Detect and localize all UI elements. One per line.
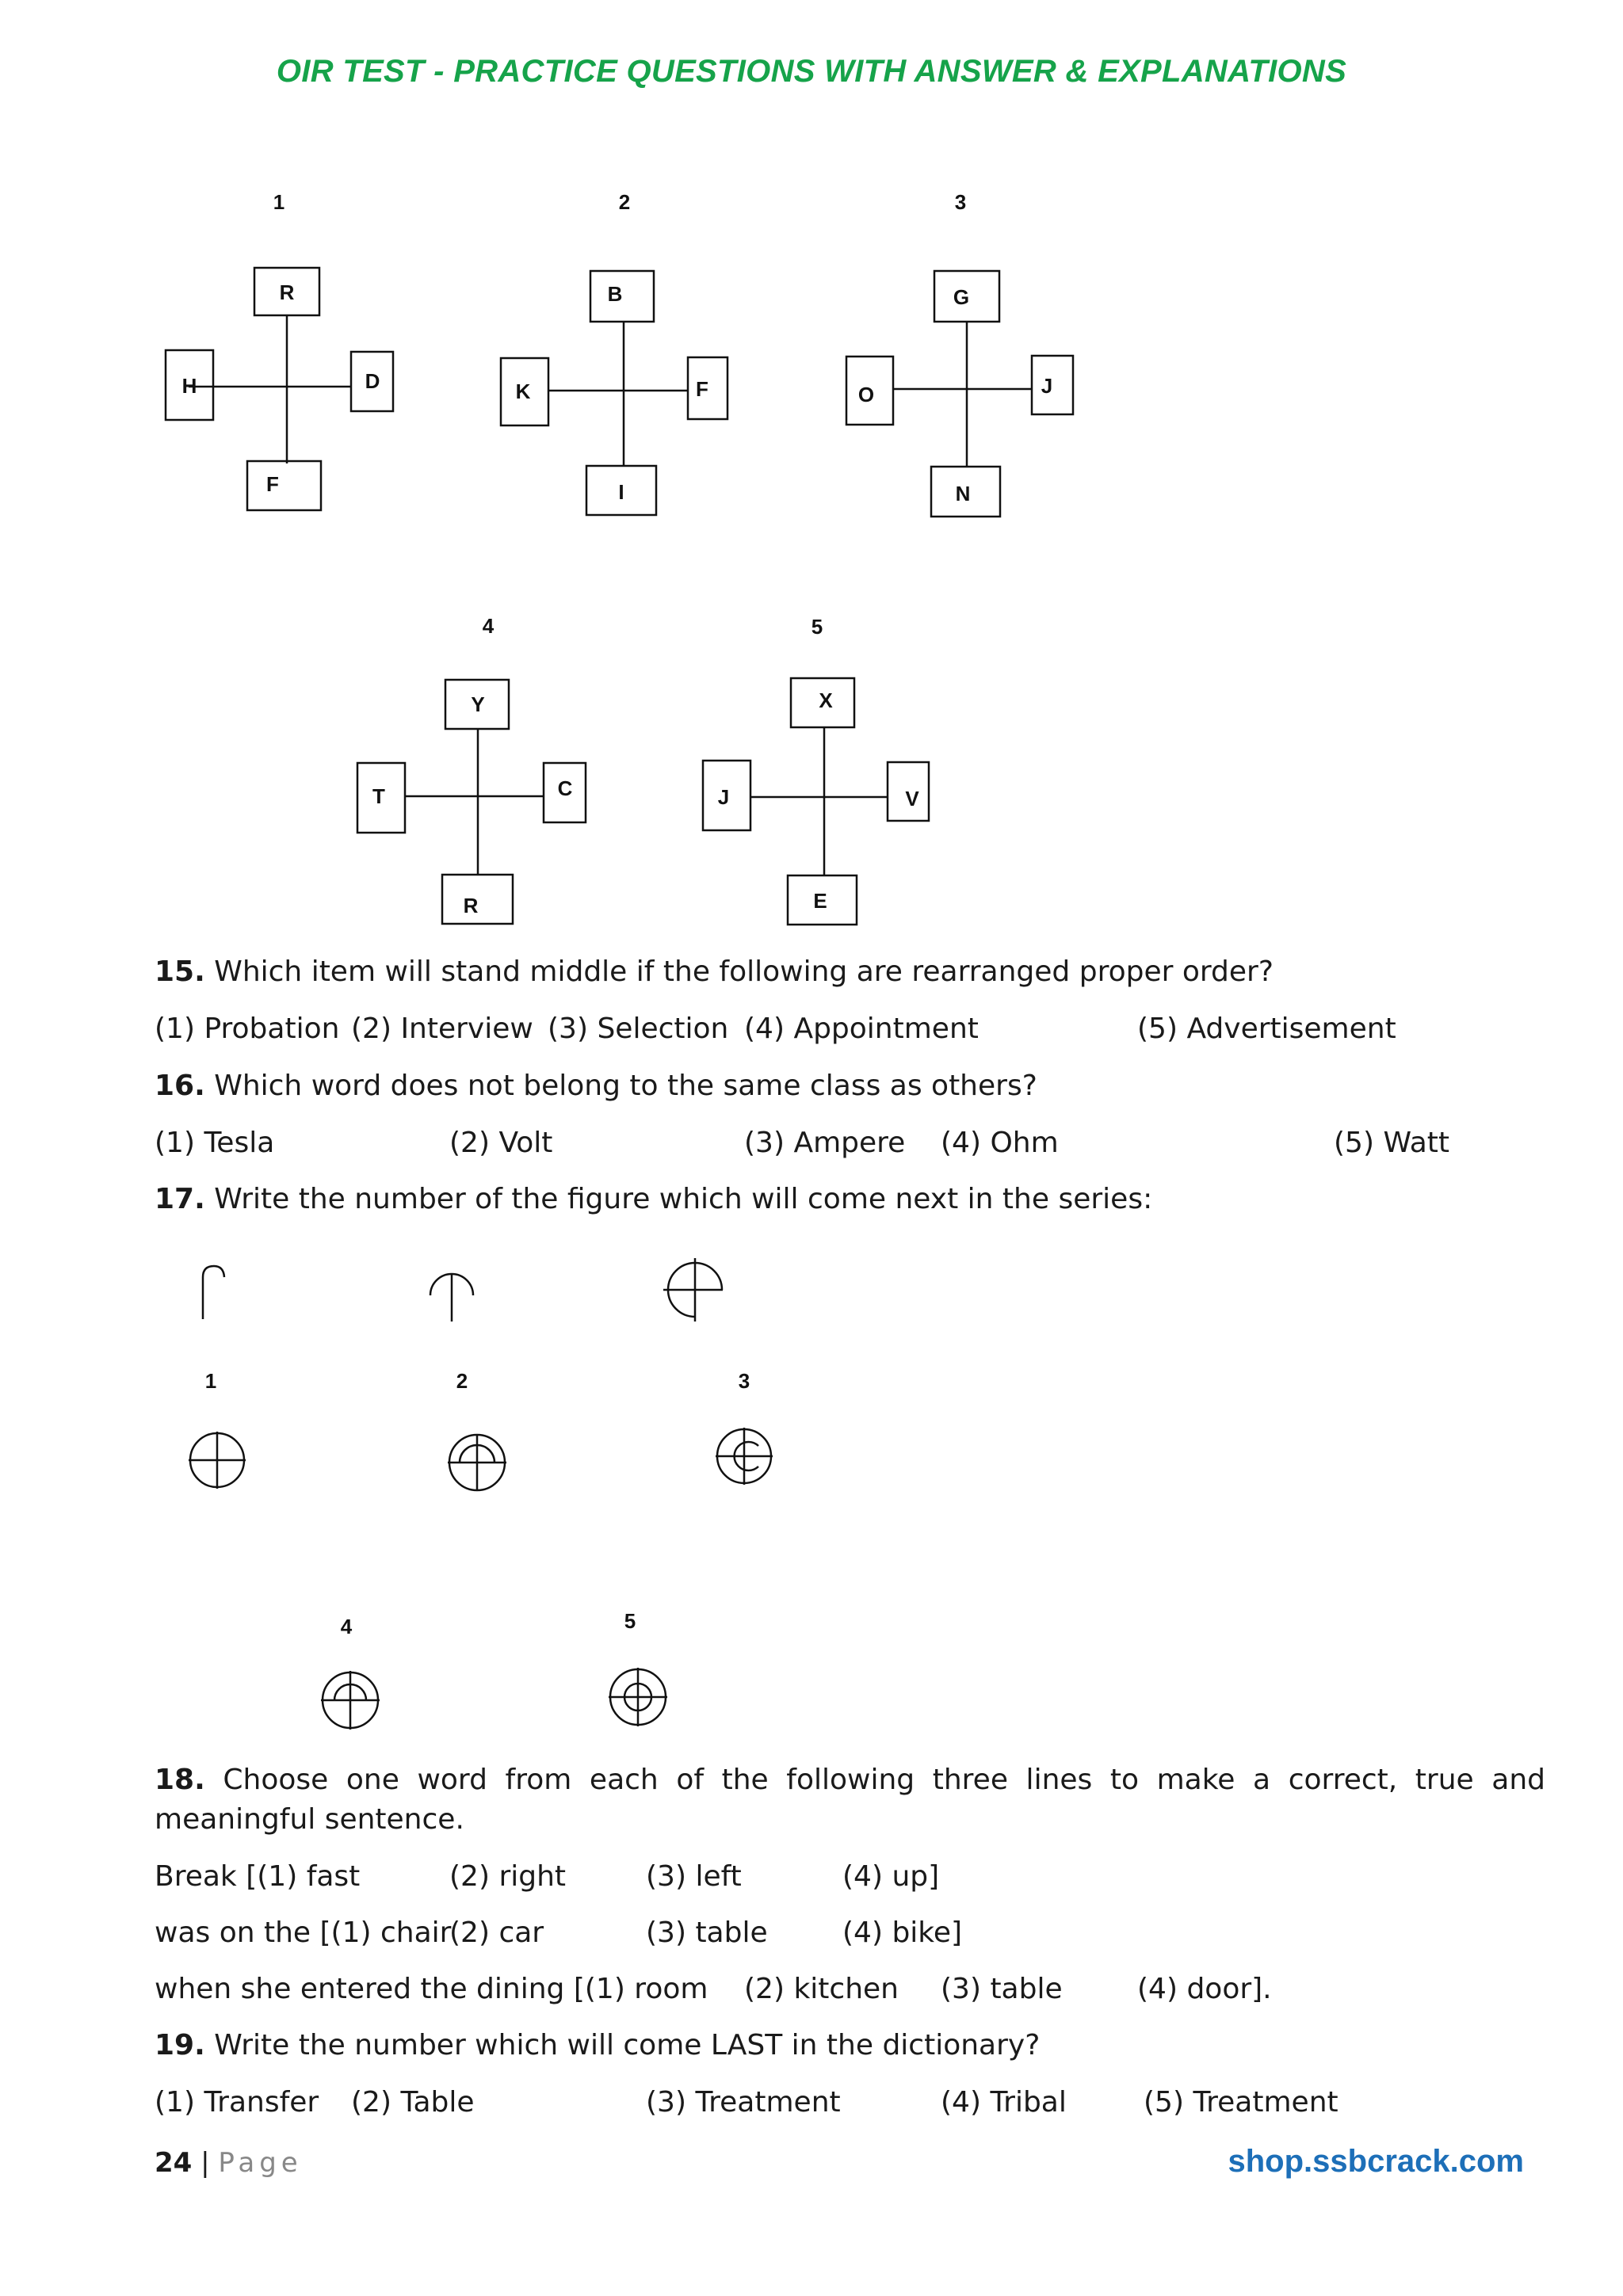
question-text: Write the number of the figure which will come next in the series: — [204, 1183, 1153, 1215]
option: (3) Ampere — [744, 1127, 906, 1159]
fig14-2 — [501, 271, 727, 515]
box-letter: O — [857, 383, 875, 406]
option: (2) Table — [351, 2086, 475, 2119]
answer-label: 5 — [624, 1609, 636, 1633]
option: when she entered the dining [(1) room — [155, 1973, 708, 2005]
answer-label: 3 — [738, 1369, 750, 1393]
fig-number: 2 — [618, 190, 631, 214]
option: Break [(1) fast — [155, 1860, 361, 1893]
option: (4) Tribal — [941, 2086, 1067, 2119]
question-text: Which item will stand middle if the following are rearranged proper order? — [204, 955, 1274, 988]
page-header-title: OIR TEST - PRACTICE QUESTIONS WITH ANSWER & EXPLANATIONS — [276, 54, 1347, 89]
option: (1) Tesla — [155, 1127, 275, 1159]
answer-label: 2 — [456, 1369, 468, 1393]
option: (2) Interview — [351, 1013, 533, 1045]
answer-figure-5 — [609, 1668, 667, 1726]
box-letter: C — [557, 776, 573, 800]
series-figure-1 — [203, 1266, 224, 1319]
box-letter: G — [953, 285, 970, 309]
option: (5) Advertisement — [1137, 1013, 1396, 1045]
box-letter: I — [618, 480, 624, 504]
option: (4) bike] — [842, 1917, 963, 1949]
option: (2) kitchen — [744, 1973, 899, 2005]
page-word: Page — [218, 2147, 303, 2179]
question-text: Choose one word from each of the following three lines to make a correct, true and meaningful sentence. — [155, 1764, 1545, 1836]
question-text: Write the number which will come LAST in the dictionary? — [204, 2029, 1041, 2061]
box-letter: B — [607, 282, 623, 306]
question-17 — [155, 1180, 1152, 1219]
site-link[interactable]: shop.ssbcrack.com — [1228, 2144, 1524, 2179]
question-15 — [155, 953, 1274, 991]
box-letter: F — [266, 472, 279, 496]
box-letter: N — [955, 482, 971, 505]
box-letter: J — [717, 785, 730, 809]
question-number: 16. — [155, 1070, 205, 1102]
answer-figure-2 — [448, 1435, 506, 1490]
option: (2) car — [449, 1917, 544, 1949]
question-number: 17. — [155, 1183, 205, 1215]
box-letter: F — [696, 377, 708, 401]
box-letter: E — [813, 889, 827, 913]
box-letter: R — [463, 894, 479, 917]
answer-figure-3 — [716, 1428, 773, 1485]
footer-separator: | — [192, 2147, 219, 2179]
option: was on the [(1) chair — [155, 1917, 452, 1949]
option: (4) up] — [842, 1860, 940, 1893]
page-footer-number — [155, 2147, 303, 2179]
option: (4) Appointment — [744, 1013, 979, 1045]
answer-figure-1 — [189, 1432, 246, 1489]
answer-label: 1 — [204, 1369, 217, 1393]
fig14-4 — [357, 680, 586, 924]
question-number: 15. — [155, 955, 205, 988]
fig14-5 — [703, 678, 929, 925]
question-18 — [155, 1760, 1545, 1840]
question-number: 19. — [155, 2029, 205, 2061]
fig-number: 3 — [954, 190, 967, 214]
option: (4) door]. — [1137, 1973, 1272, 2005]
box-letter: J — [1041, 374, 1053, 398]
box-letter: Y — [471, 692, 485, 716]
box-letter: D — [365, 369, 380, 393]
box-letter: K — [515, 379, 531, 403]
answer-label: 4 — [340, 1615, 353, 1638]
option: (3) Selection — [548, 1013, 729, 1045]
fig-number: 4 — [482, 614, 495, 638]
option: (3) left — [646, 1860, 742, 1893]
series-figure-2 — [430, 1274, 473, 1322]
fig-number: 1 — [273, 190, 285, 214]
box-letter: R — [279, 280, 295, 304]
box-letter: T — [372, 784, 385, 808]
answer-figure-4 — [321, 1671, 380, 1730]
option: (2) Volt — [449, 1127, 553, 1159]
question-16 — [155, 1067, 1037, 1105]
box-letter: V — [905, 787, 919, 810]
page-number: 24 — [155, 2147, 193, 2179]
fig-number: 5 — [811, 615, 823, 639]
option: (5) Watt — [1334, 1127, 1450, 1159]
question-number: 18. — [155, 1764, 205, 1796]
question-19 — [155, 2027, 1040, 2065]
box-letter: X — [819, 688, 833, 712]
option: (5) Treatment — [1144, 2086, 1338, 2119]
option: (4) Ohm — [941, 1127, 1059, 1159]
question-text: Which word does not belong to the same class as others? — [204, 1070, 1037, 1102]
option: (3) table — [646, 1917, 768, 1949]
option: (2) right — [449, 1860, 567, 1893]
series-figure-3 — [663, 1258, 723, 1322]
option: (3) table — [941, 1973, 1063, 2005]
box-letter: H — [181, 374, 197, 398]
option: (1) Transfer — [155, 2086, 319, 2119]
option: (3) Treatment — [646, 2086, 841, 2119]
option: (1) Probation — [155, 1013, 340, 1045]
